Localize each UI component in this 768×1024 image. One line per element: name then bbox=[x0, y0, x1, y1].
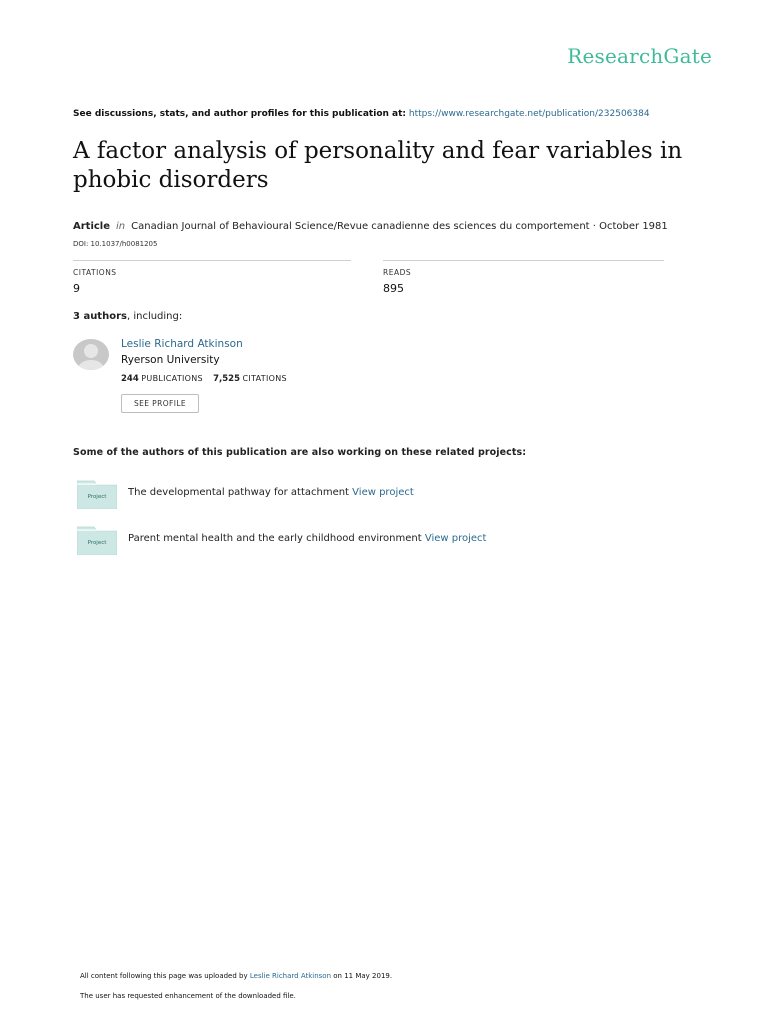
uploader-link[interactable]: Leslie Richard Atkinson bbox=[249, 972, 332, 980]
in-word: in bbox=[116, 221, 126, 232]
view-project-link[interactable]: View project bbox=[352, 487, 414, 498]
authors-count: 3 authors bbox=[73, 311, 127, 322]
doi: DOI: 10.1037/h0081205 bbox=[73, 240, 158, 248]
publication-meta bbox=[73, 221, 668, 232]
reads-divider bbox=[383, 260, 664, 261]
author-publications-count: 244 bbox=[121, 374, 139, 384]
reads-value: 895 bbox=[383, 282, 404, 295]
publication-url-link[interactable]: https://www.researchgate.net/publication/232506384 bbox=[408, 109, 650, 119]
author-citations-label: CITATIONS bbox=[242, 374, 287, 383]
project-item bbox=[128, 533, 486, 544]
see-profile-button[interactable]: SEE PROFILE bbox=[121, 394, 199, 413]
person-icon bbox=[73, 339, 109, 370]
reads-label: READS bbox=[383, 268, 412, 277]
related-projects-heading: Some of the authors of this publication are also working on these related projects: bbox=[73, 447, 527, 458]
author-institution: Ryerson University bbox=[121, 354, 220, 366]
researchgate-logo[interactable]: ResearchGate bbox=[567, 44, 712, 68]
citations-value: 9 bbox=[73, 282, 80, 295]
author-citations-count: 7,525 bbox=[213, 374, 240, 384]
project-folder-icon[interactable] bbox=[77, 524, 117, 559]
journal-and-date: Canadian Journal of Behavioural Science/Revue canadienne des sciences du comportement · October 1981 bbox=[131, 221, 668, 232]
intro-label: See discussions, stats, and author profiles for this publication at: bbox=[73, 109, 407, 119]
citations-divider bbox=[73, 260, 351, 261]
project-icon-label: Project bbox=[87, 494, 107, 500]
project-icon-label: Project bbox=[87, 540, 107, 546]
project-title: Parent mental health and the early childhood environment bbox=[128, 533, 422, 544]
enhancement-note: The user has requested enhancement of the downloaded file. bbox=[80, 992, 296, 1000]
project-title: The developmental pathway for attachment bbox=[128, 487, 349, 498]
author-stats bbox=[121, 374, 287, 384]
author-avatar[interactable] bbox=[73, 339, 109, 370]
upload-suffix: on 11 May 2019. bbox=[333, 972, 393, 980]
author-publications-label: PUBLICATIONS bbox=[141, 374, 203, 383]
project-folder-icon[interactable] bbox=[77, 478, 117, 513]
intro-line bbox=[73, 109, 650, 119]
project-item bbox=[128, 487, 414, 498]
authors-including: , including: bbox=[126, 311, 183, 322]
author-name-link[interactable]: Leslie Richard Atkinson bbox=[121, 338, 243, 350]
authors-heading bbox=[73, 311, 182, 322]
upload-note bbox=[80, 972, 392, 980]
upload-prefix: All content following this page was uploaded by bbox=[80, 972, 248, 980]
publication-title: A factor analysis of personality and fear variables in phobic disorders bbox=[73, 138, 683, 193]
publication-type: Article bbox=[73, 221, 111, 232]
view-project-link[interactable]: View project bbox=[424, 533, 487, 544]
citations-label: CITATIONS bbox=[73, 268, 117, 277]
